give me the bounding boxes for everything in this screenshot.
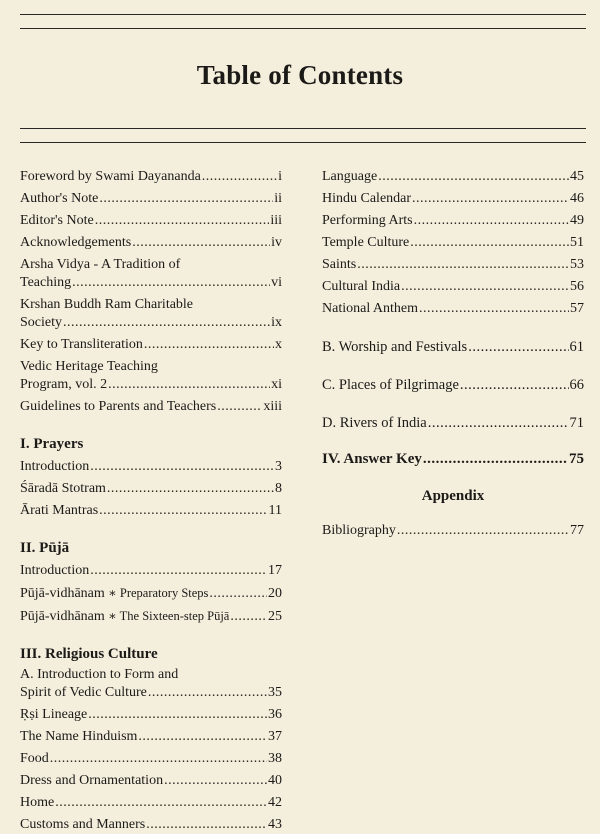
dot-leader [132,234,270,252]
toc-entry-row [20,336,282,354]
toc-entry [322,338,584,356]
dot-leader [202,168,277,186]
dot-leader [397,522,569,540]
toc-entry-row [20,684,282,702]
toc-entry [20,816,282,834]
dot-leader [63,314,270,332]
dot-leader [410,234,569,252]
toc-entry-row [20,274,282,292]
toc-entry-title: Foreword by Swami Dayananda [20,169,201,184]
toc-entry-title: Saints [322,257,357,272]
toc-page-number: 71 [569,415,584,431]
toc-entry-title: Dress and Ornamentation [20,773,164,788]
toc-page-number: 56 [570,279,584,294]
toc-page-number: 25 [268,609,282,624]
toc-entry [322,414,584,432]
toc-entry-title: Food [20,751,49,766]
toc-entry-row [322,278,584,296]
toc-entry-title: Home [20,795,55,810]
toc-page-number: 8 [275,481,282,496]
toc-entry-row [20,398,282,416]
toc-entry-title: Teaching [20,275,72,290]
toc-entry-row [20,794,282,812]
toc-entry-title: D. Rivers of India [322,415,427,431]
toc-entry-title: Society [20,315,62,330]
toc-entry-row [322,300,584,318]
section-heading: I. Prayers [20,436,84,452]
dot-leader [419,300,569,318]
toc-entry-row [322,168,584,186]
toc-entry [20,168,282,186]
toc-entry [322,190,584,208]
toc-page-number: x [275,337,282,352]
toc-entry-row [20,502,282,520]
toc-left-column [20,168,282,834]
dot-leader [72,274,270,292]
dot-leader [95,212,270,230]
toc-entry-row [322,256,584,274]
toc-entry-title: Editor's Note [20,213,94,228]
toc-entry-title: Language [322,169,378,184]
toc-entry [20,212,282,230]
toc-entry [322,256,584,274]
toc-entry [20,772,282,790]
toc-entry-subtitle: ∗ The Sixteen-step Pūjā [108,609,230,623]
toc-entry-title: IV. Answer Key [322,451,422,467]
section-heading: III. Religious Culture [20,646,158,662]
toc-entry-title: Author's Note [20,191,99,206]
toc-page-number: 66 [569,377,584,393]
appendix-heading: Appendix [421,488,485,504]
toc-entry [20,256,282,292]
toc-entry [322,450,584,468]
title-rule-2 [20,142,586,143]
toc-page-number: 3 [275,459,282,474]
toc-entry [20,750,282,768]
dot-leader [468,338,568,356]
section-heading: II. Pūjā [20,540,70,556]
toc-entry-row [322,234,584,252]
dot-leader [55,794,267,812]
toc-entry-row [20,190,282,208]
toc-page-number: 75 [569,451,584,467]
toc-entry-row [20,212,282,230]
dot-leader [107,480,274,498]
toc-entry [20,607,282,626]
toc-entry-row [20,168,282,186]
dot-leader [209,585,267,603]
toc-entry [322,168,584,186]
title-rule-1 [20,128,586,129]
dot-leader [99,190,273,208]
toc-entry-title: Ṛṣi Lineage [20,707,88,722]
toc-page-number: iii [270,213,282,228]
toc-entry-row [322,190,584,208]
toc-entry-title: Customs and Manners [20,817,146,832]
toc-entry-title: Bibliography [322,523,396,538]
toc-page-number: 40 [268,773,282,788]
toc-entry-row [20,750,282,768]
toc-entry [322,234,584,252]
toc-entry-title: C. Places of Pilgrimage [322,377,459,393]
toc-page-number: 11 [268,503,282,518]
toc-page-number: 61 [569,339,584,355]
toc-entry-title: National Anthem [322,301,419,316]
dot-leader [90,562,267,580]
toc-page-number: 49 [570,213,584,228]
toc-entry-row [20,314,282,332]
dot-leader [423,450,568,468]
toc-entry [20,666,282,702]
toc-entry [322,278,584,296]
toc-entry [20,562,282,580]
toc-entry-title: Cultural India [322,279,401,294]
toc-entry [20,296,282,332]
toc-page-number: 53 [570,257,584,272]
toc-entry-title: Acknowledgements [20,235,132,250]
toc-entry-title: Program, vol. 2 [20,377,108,392]
toc-entry-title: Guidelines to Parents and Teachers [20,399,217,414]
toc-entry-title: Pūjā-vidhānam ∗ Preparatory Steps [20,586,209,601]
toc-entry-row [20,816,282,834]
toc-entry-title: B. Worship and Festivals [322,339,468,355]
dot-leader [230,608,267,626]
dot-leader [138,728,267,746]
dot-leader [90,458,274,476]
top-rule-1 [20,14,586,15]
toc-entry [20,190,282,208]
toc-entry-subtitle: ∗ Preparatory Steps [108,586,209,600]
toc-entry [20,502,282,520]
toc-entry-row [20,458,282,476]
toc-entry [20,336,282,354]
toc-entry [322,300,584,318]
toc-entry-row [20,234,282,252]
toc-entry-row [20,480,282,498]
toc-entry [20,728,282,746]
toc-right-column [322,168,584,540]
dot-leader [357,256,569,274]
top-rule-2 [20,28,586,29]
toc-entry [20,794,282,812]
toc-entry-row [322,450,584,468]
dot-leader [148,684,267,702]
toc-entry-title: The Name Hinduism [20,729,138,744]
dot-leader [412,190,569,208]
toc-entry-row [322,522,584,540]
toc-page-number: ii [274,191,282,206]
toc-page-number: 45 [570,169,584,184]
toc-entry-row [20,607,282,626]
dot-leader [378,168,569,186]
toc-entry [20,584,282,603]
toc-entry [20,706,282,724]
dot-leader [401,278,569,296]
toc-entry-title: Pūjā-vidhānam ∗ The Sixteen-step Pūjā [20,609,230,624]
toc-entry-row [20,376,282,394]
toc-entry [322,376,584,394]
toc-entry-title: Temple Culture [322,235,410,250]
toc-entry [322,522,584,540]
toc-entry [20,398,282,416]
toc-entry [20,458,282,476]
dot-leader [50,750,267,768]
toc-entry-title: Introduction [20,459,90,474]
toc-page-number: xi [271,377,282,392]
toc-entry [20,480,282,498]
dot-leader [88,706,267,724]
toc-page-number: 42 [268,795,282,810]
toc-page-number: iv [271,235,282,250]
toc-page-number: 37 [268,729,282,744]
toc-entry-row [322,414,584,432]
dot-leader [428,414,569,432]
dot-leader [146,816,267,834]
dot-leader [144,336,274,354]
toc-page-number: 77 [570,523,584,538]
toc-page-number: 46 [570,191,584,206]
toc-entry-line: A. Introduction to Form and [20,667,179,682]
toc-page-number: 57 [570,301,584,316]
toc-entry-title: Hindu Calendar [322,191,412,206]
dot-leader [217,398,262,416]
toc-page-number: 43 [268,817,282,832]
toc-page-number: 20 [268,586,282,601]
toc-page-number: vi [271,275,282,290]
toc-entry [20,234,282,252]
toc-page-number: 51 [570,235,584,250]
toc-entry-line: Vedic Heritage Teaching [20,359,158,374]
toc-page-number: 38 [268,751,282,766]
dot-leader [99,502,267,520]
toc-page-number: i [278,169,282,184]
toc-entry-title: Spirit of Vedic Culture [20,685,147,700]
toc-entry-title: Introduction [20,563,90,578]
dot-leader [108,376,270,394]
toc-page-number: 17 [268,563,282,578]
dot-leader [460,376,569,394]
toc-entry [322,212,584,230]
toc-entry [20,358,282,394]
toc-page-number: ix [271,315,282,330]
toc-entry-line: Arsha Vidya - A Tradition of [20,257,181,272]
toc-entry-line: Krshan Buddh Ram Charitable [20,297,194,312]
toc-page-number: 35 [268,685,282,700]
page-title: Table of Contents [196,60,404,90]
toc-page-number: 36 [268,707,282,722]
toc-entry-row [20,562,282,580]
toc-entry-row [20,772,282,790]
toc-entry-row [20,706,282,724]
dot-leader [414,212,569,230]
toc-entry-title: Śāradā Stotram [20,481,106,496]
toc-entry-row [20,728,282,746]
toc-entry-title: Performing Arts [322,213,413,228]
toc-entry-title: Key to Transliteration [20,337,143,352]
toc-entry-title: Ārati Mantras [20,503,99,518]
toc-entry-row [322,212,584,230]
dot-leader [164,772,267,790]
toc-page-number: xiii [263,399,282,414]
toc-entry-row [20,584,282,603]
toc-entry-row [322,376,584,394]
toc-entry-row [322,338,584,356]
